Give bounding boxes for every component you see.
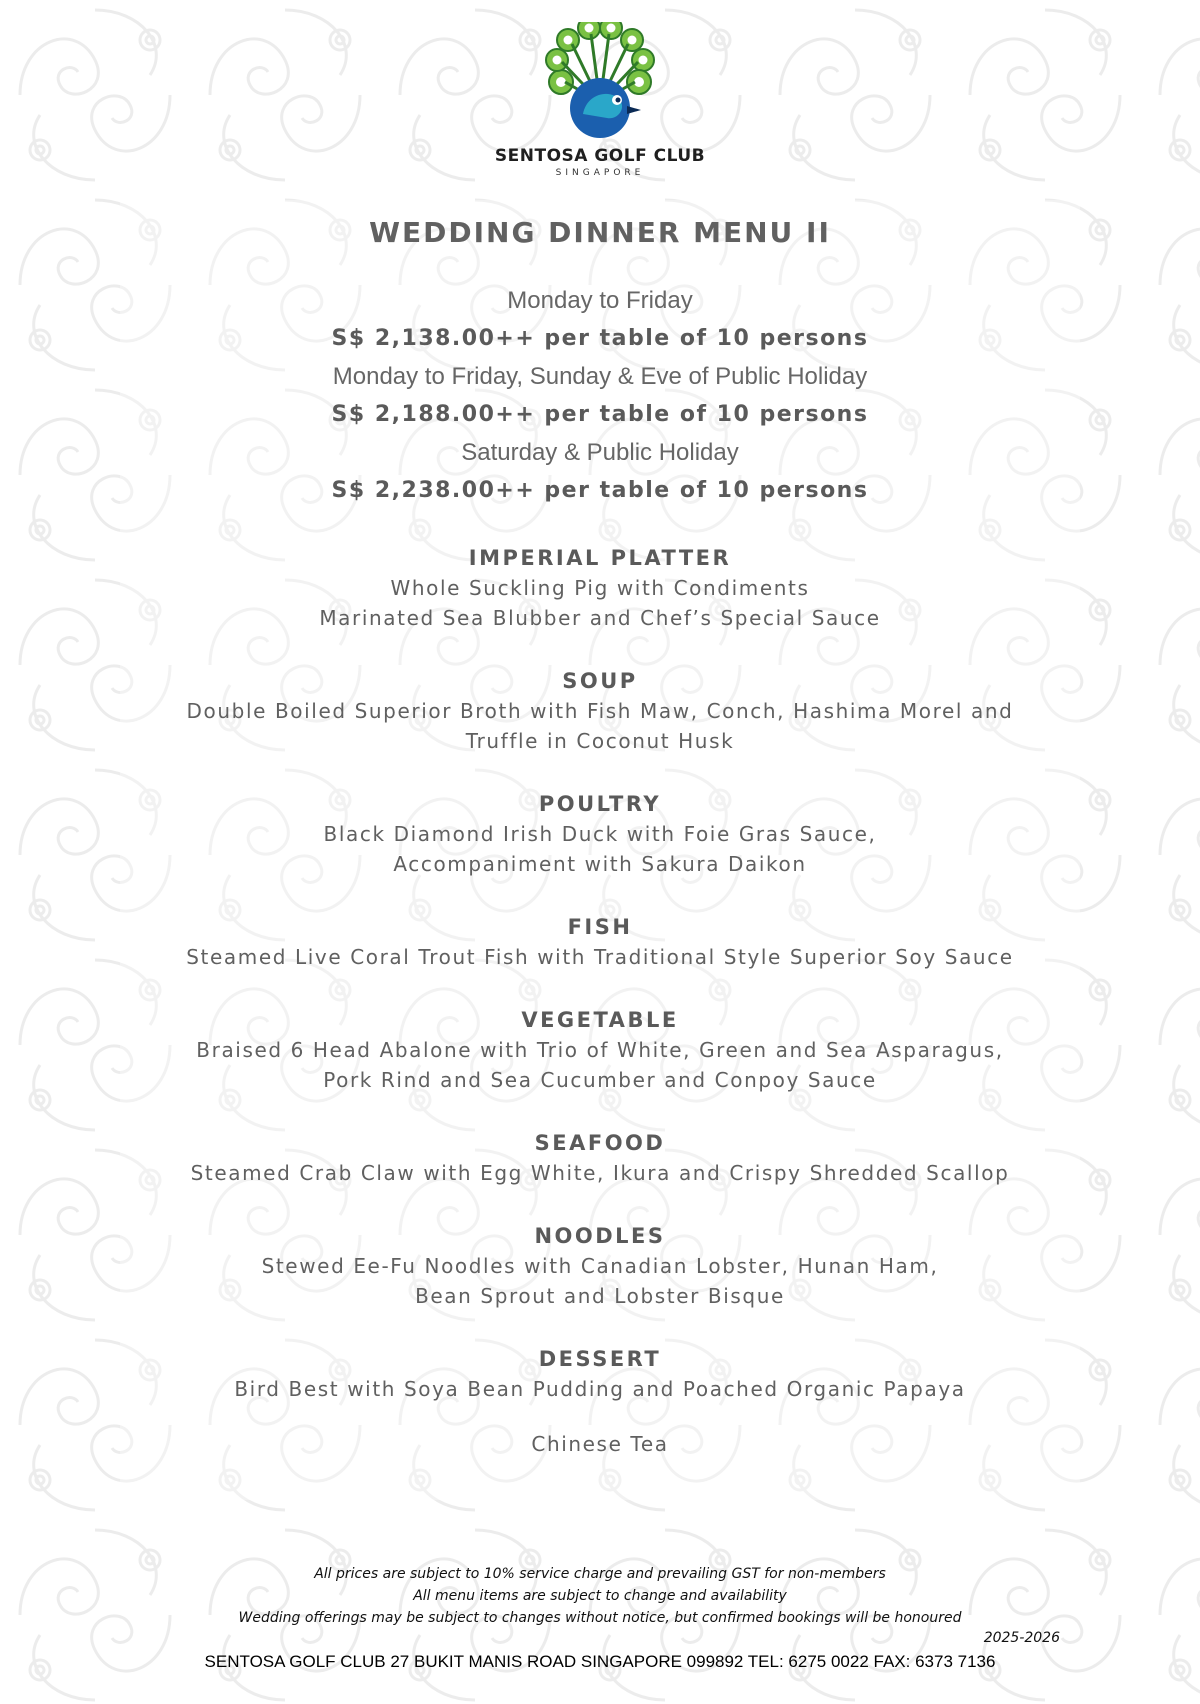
course-item: Black Diamond Irish Duck with Foie Gras Sauce,: [323, 822, 877, 846]
course-title: NOODLES: [534, 1224, 666, 1248]
course-item: Whole Suckling Pig with Condiments: [390, 576, 810, 600]
menu-title: WEDDING DINNER MENU II: [369, 216, 831, 249]
course-title: POULTRY: [538, 792, 662, 816]
course-seafood: [0, 1128, 1200, 1188]
course-fish: [0, 912, 1200, 972]
price-amount-3: S$ 2,238.00++ per table of 10 persons: [331, 478, 869, 503]
course-title: DESSERT: [538, 1347, 662, 1371]
club-address: SENTOSA GOLF CLUB 27 BUKIT MANIS ROAD SINGAPORE 099892 TEL: 6275 0022 FAX: 6373 7136: [204, 1652, 996, 1671]
course-item: Stewed Ee-Fu Noodles with Canadian Lobster, Hunan Ham,: [261, 1254, 939, 1278]
course-item: Double Boiled Superior Broth with Fish Maw, Conch, Hashima Morel and: [186, 699, 1014, 723]
course-title: FISH: [567, 915, 633, 939]
course-item: Pork Rind and Sea Cucumber and Conpoy Sauce: [323, 1068, 877, 1092]
course-item: Bird Best with Soya Bean Pudding and Poached Organic Papaya: [234, 1377, 966, 1401]
course-imperial-platter: [0, 543, 1200, 633]
course-title: SOUP: [562, 669, 638, 693]
course-item: Bean Sprout and Lobster Bisque: [415, 1284, 785, 1308]
footnotes: [0, 1563, 1200, 1629]
logo: [0, 22, 1200, 178]
tea-item: Chinese Tea: [531, 1432, 669, 1456]
course-item: Accompaniment with Sakura Daikon: [393, 852, 807, 876]
footnote-line: Wedding offerings may be subject to changes without notice, but confirmed bookings will be honoured: [238, 1610, 962, 1626]
menu-courses: [0, 543, 1200, 1459]
course-title: VEGETABLE: [521, 1008, 679, 1032]
brand-subtitle: SINGAPORE: [555, 168, 645, 178]
footnote-line: All prices are subject to 10% service charge and prevailing GST for non-members: [314, 1566, 886, 1582]
price-day-1: Monday to Friday: [507, 287, 693, 314]
peacock-logo-icon: [535, 22, 665, 142]
price-amount-2: S$ 2,188.00++ per table of 10 persons: [331, 402, 869, 427]
price-list: [0, 282, 1200, 510]
course-noodles: [0, 1221, 1200, 1311]
course-title: SEAFOOD: [534, 1131, 666, 1155]
course-title: IMPERIAL PLATTER: [468, 546, 732, 570]
price-amount-1: S$ 2,138.00++ per table of 10 persons: [331, 326, 869, 351]
course-poultry: [0, 789, 1200, 879]
course-item: Steamed Crab Claw with Egg White, Ikura and Crispy Shredded Scallop: [190, 1161, 1010, 1185]
price-day-2: Monday to Friday, Sunday & Eve of Public Holiday: [332, 363, 868, 390]
footnote-line: All menu items are subject to change and availability: [413, 1588, 787, 1604]
course-item: Braised 6 Head Abalone with Trio of White, Green and Sea Asparagus,: [196, 1038, 1004, 1062]
brand-name: SENTOSA GOLF CLUB: [494, 146, 706, 166]
course-soup: [0, 666, 1200, 756]
course-vegetable: [0, 1005, 1200, 1095]
course-item: Marinated Sea Blubber and Chef’s Special Sauce: [319, 606, 881, 630]
course-item: Steamed Live Coral Trout Fish with Traditional Style Superior Soy Sauce: [186, 945, 1014, 969]
course-dessert: [0, 1344, 1200, 1404]
year-label: 2025-2026: [983, 1630, 1060, 1646]
course-item: Truffle in Coconut Husk: [465, 729, 735, 753]
price-day-3: Saturday & Public Holiday: [461, 439, 739, 466]
